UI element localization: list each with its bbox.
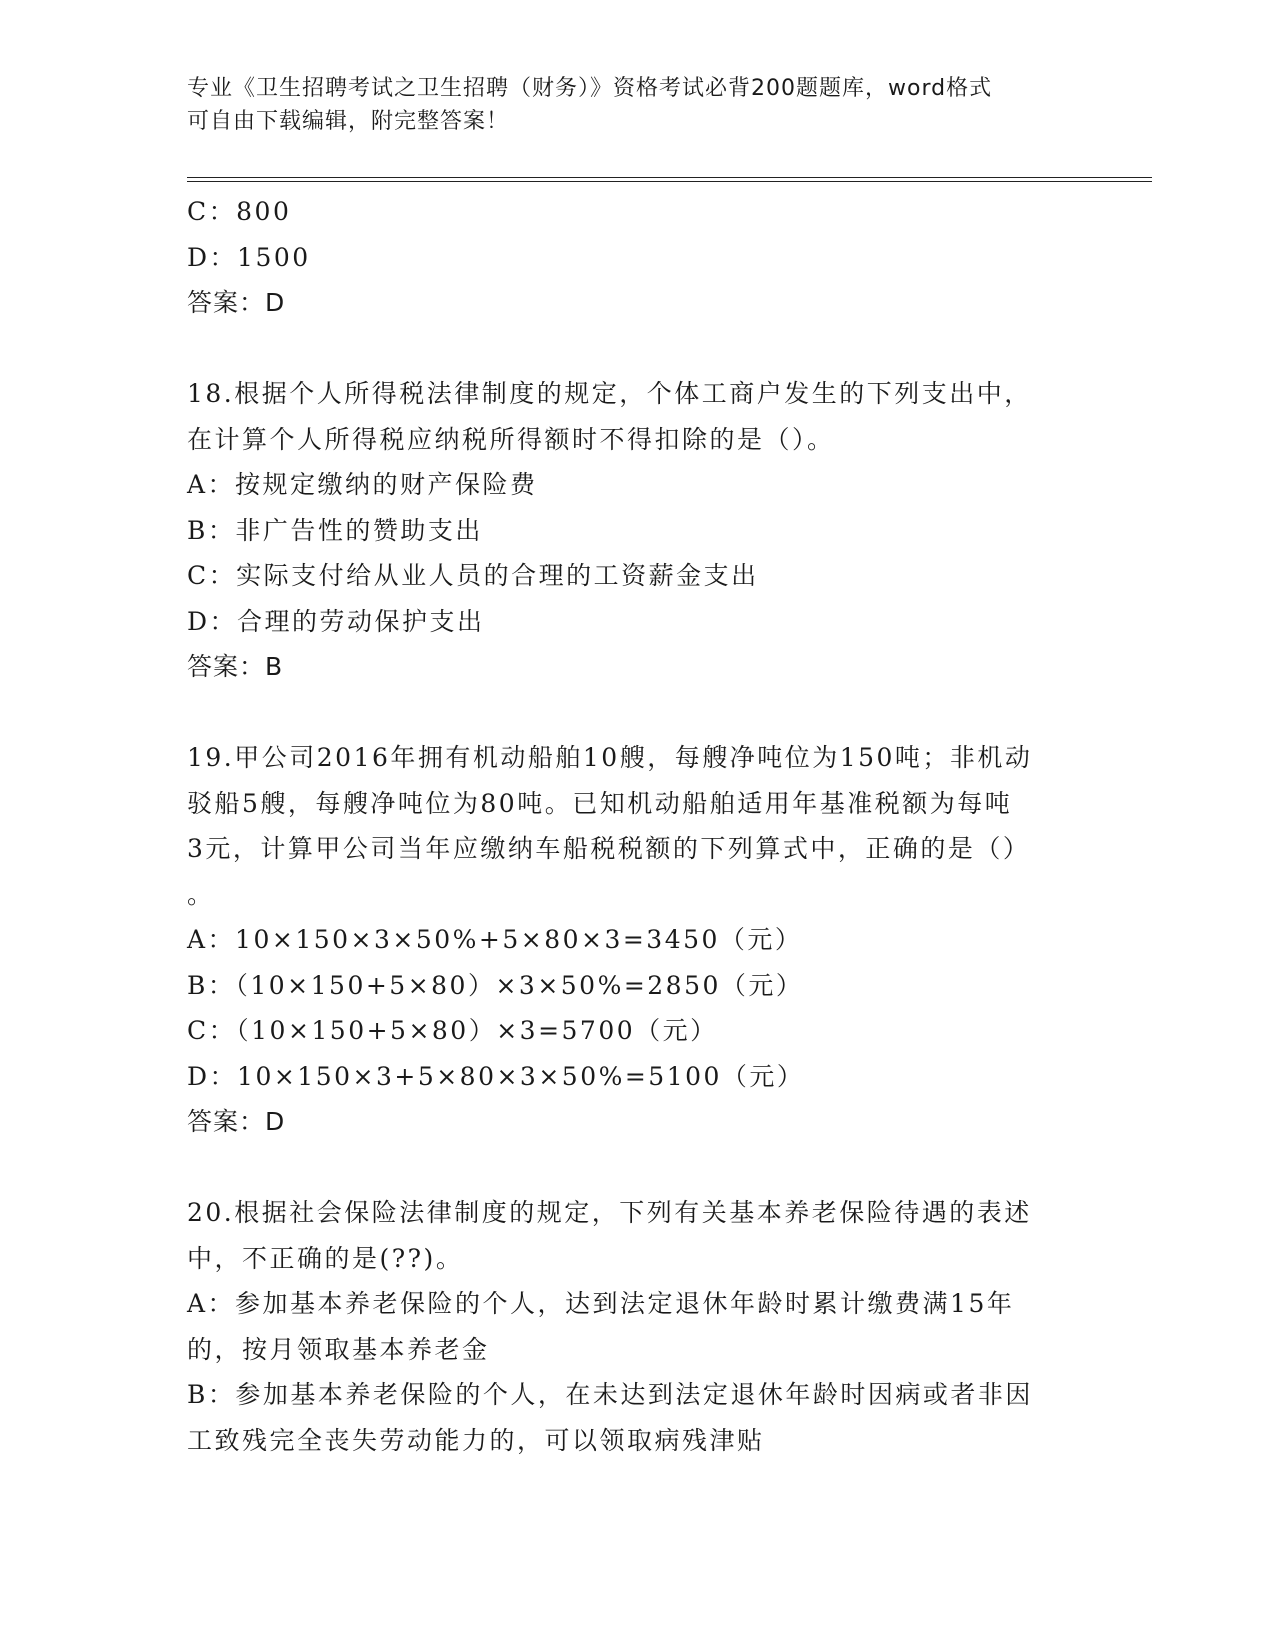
- question-19: [187, 735, 1087, 1145]
- question-stem: 19.甲公司2016年拥有机动船舶10艘，每艘净吨位为150吨；非机动: [187, 743, 1033, 772]
- question-17: [187, 189, 1087, 326]
- option-b: B：（10×150+5×80）×3×50%=2850（元）: [187, 970, 804, 1000]
- option-d: D：1500: [187, 242, 311, 272]
- option-a: A：按规定缴纳的财产保险费: [187, 470, 538, 499]
- question-stem: 。: [187, 879, 215, 909]
- option-a: A：10×150×3×50%+5×80×3=3450（元）: [187, 925, 803, 954]
- option-d: D：10×150×3+5×80×3×50%=5100（元）: [187, 1061, 805, 1091]
- question-stem: 中，不正确的是(??)。: [187, 1243, 464, 1273]
- question-18: [187, 371, 1087, 690]
- option-b: B：非广告性的赞助支出: [187, 515, 483, 545]
- option-b: 工致残完全丧失劳动能力的，可以领取病残津贴: [187, 1425, 765, 1455]
- answer: 答案：D: [187, 1107, 286, 1136]
- option-b: B：参加基本养老保险的个人，在未达到法定退休年龄时因病或者非因: [187, 1380, 1033, 1409]
- document-header: [187, 72, 1067, 138]
- spacer: [187, 326, 1087, 372]
- question-stem: 20.根据社会保险法律制度的规定，下列有关基本养老保险待遇的表述: [187, 1198, 1032, 1227]
- option-c: C：（10×150+5×80）×3=5700（元）: [187, 1016, 718, 1045]
- option-c: C：实际支付给从业人员的合理的工资薪金支出: [187, 561, 759, 590]
- question-stem: 在计算个人所得税应纳税所得额时不得扣除的是（）。: [187, 424, 835, 454]
- answer: 答案：D: [187, 288, 286, 317]
- option-a: 的，按月领取基本养老金: [187, 1334, 490, 1364]
- question-stem: 驳船5艘，每艘净吨位为80吨。已知机动船舶适用年基准税额为每吨: [187, 788, 1013, 818]
- spacer: [187, 690, 1087, 736]
- question-stem: 3元，计算甲公司当年应缴纳车船税税额的下列算式中，正确的是（）: [187, 834, 1031, 863]
- question-stem: 18.根据个人所得税法律制度的规定，个体工商户发生的下列支出中，: [187, 379, 1032, 408]
- spacer: [187, 1145, 1087, 1191]
- question-list: [187, 189, 1087, 1463]
- option-c: C：800: [187, 197, 292, 226]
- option-a: A：参加基本养老保险的个人，达到法定退休年龄时累计缴费满15年: [187, 1289, 1015, 1318]
- header-rule-top: [187, 177, 1152, 178]
- header-line-1: 专业《卫生招聘考试之卫生招聘（财务）》资格考试必背200题题库，word格式: [187, 76, 993, 101]
- option-d: D：合理的劳动保护支出: [187, 606, 485, 636]
- question-20: [187, 1190, 1087, 1463]
- header-line-2: 可自由下载编辑，附完整答案！: [187, 109, 510, 134]
- header-rule-bottom: [187, 181, 1152, 182]
- answer: 答案：B: [187, 652, 284, 681]
